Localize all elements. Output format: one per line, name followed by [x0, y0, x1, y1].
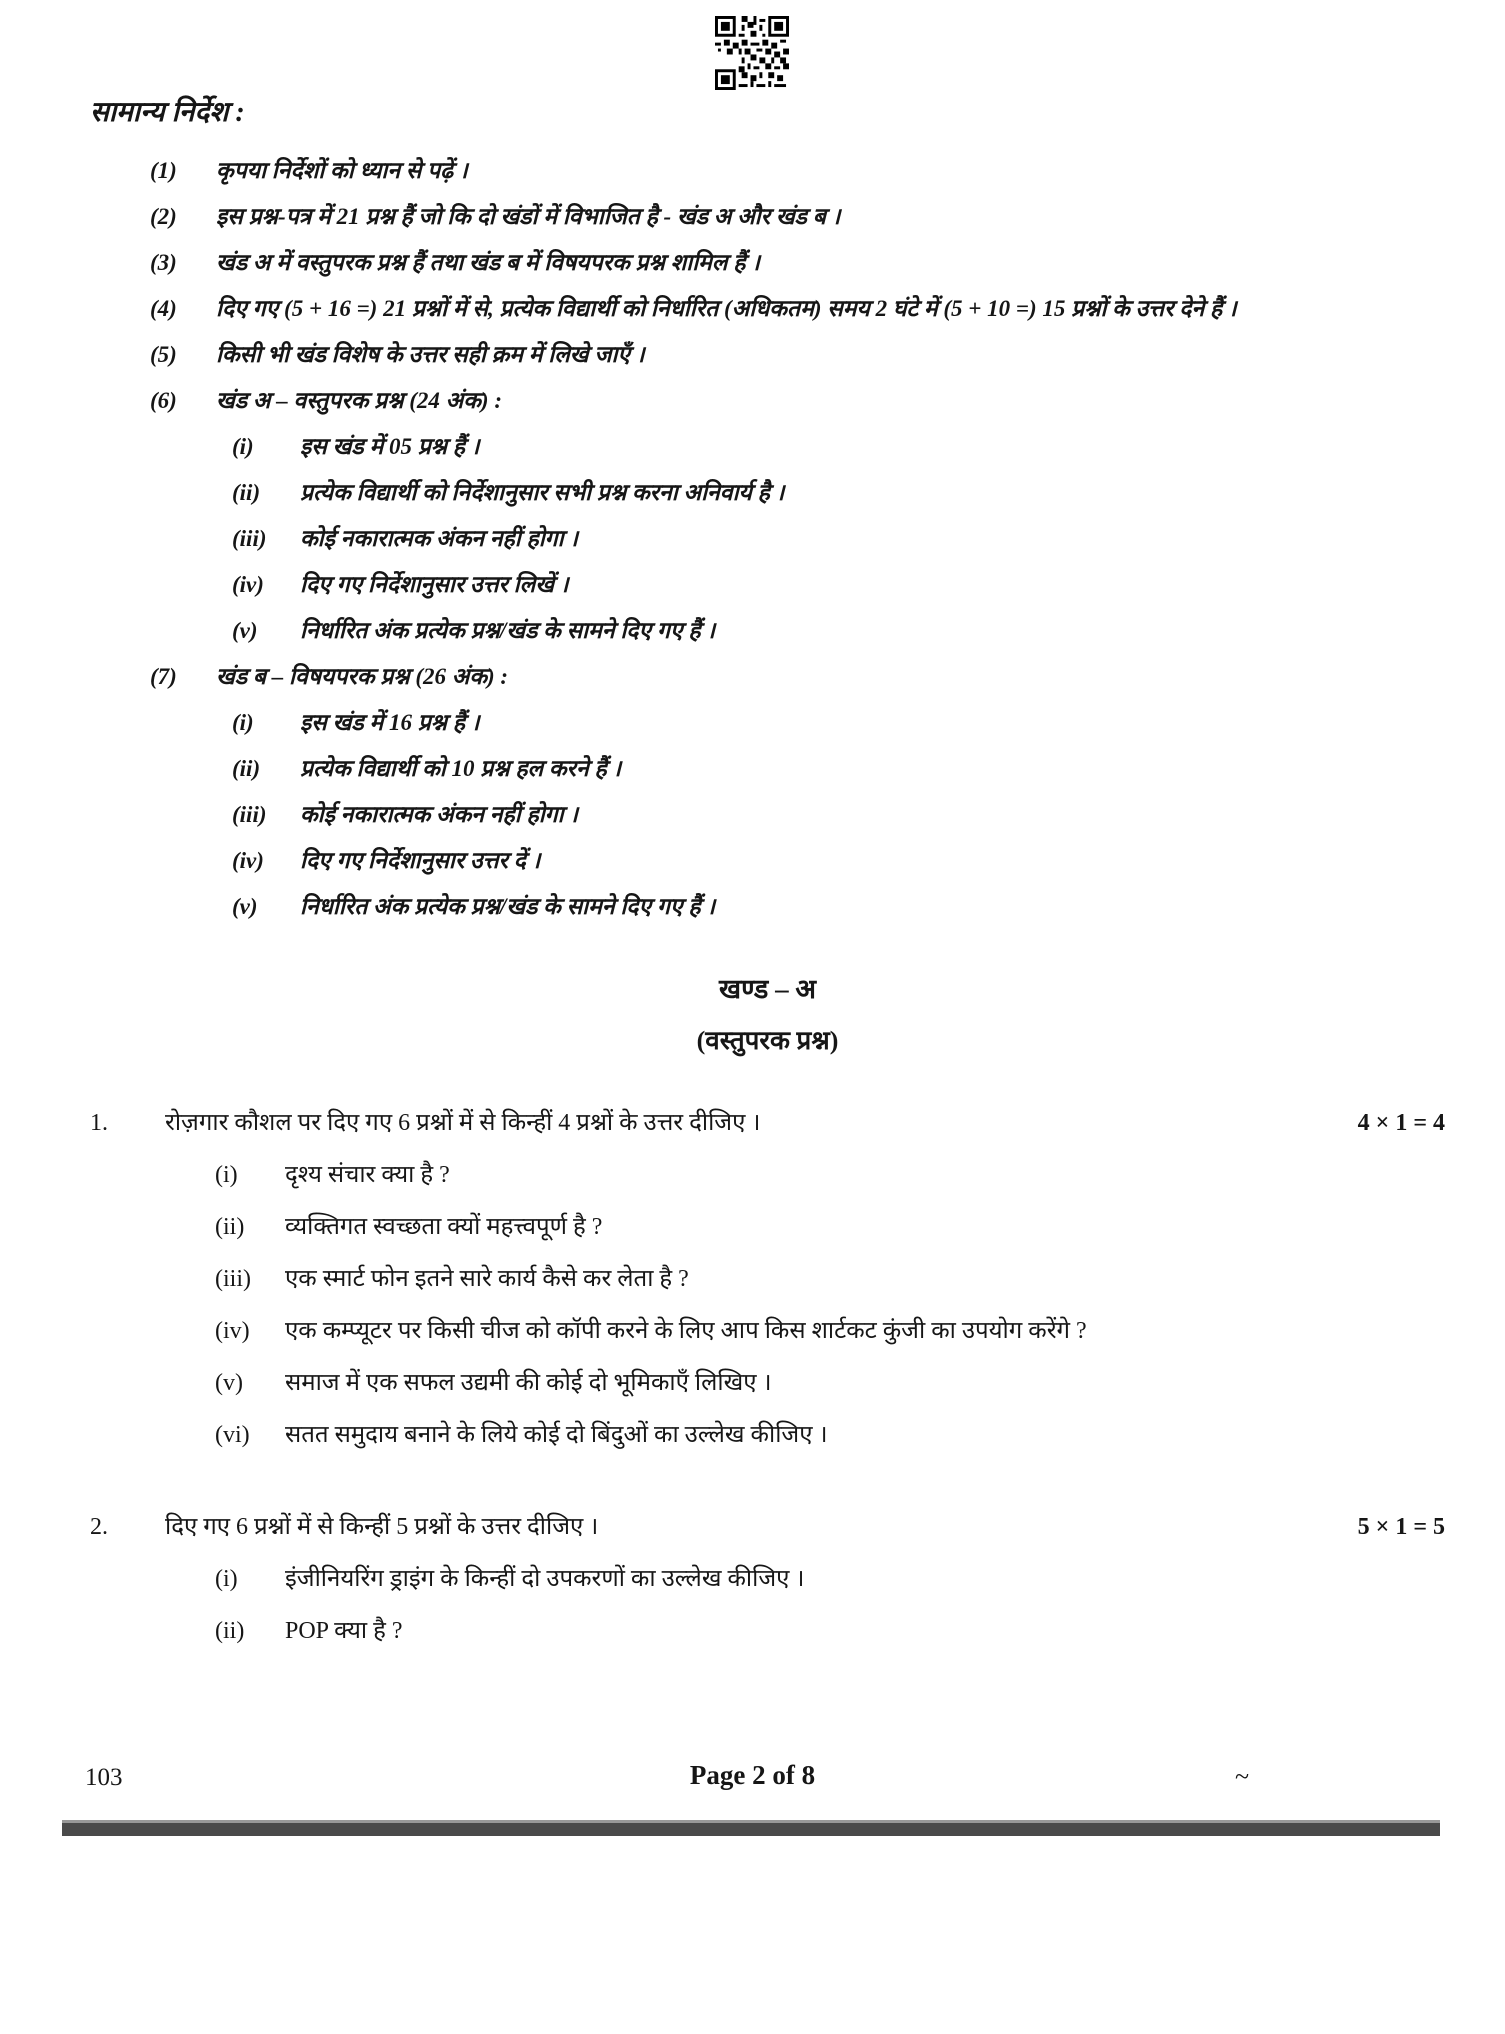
question-head — [90, 1512, 1445, 1542]
instruction-text: इस खंड में 05 प्रश्न हैं । — [300, 434, 480, 459]
instruction-text: इस खंड में 16 प्रश्न हैं । — [300, 710, 480, 735]
general-instructions-heading: सामान्य निर्देश : — [90, 97, 245, 128]
instruction-number: (2) — [150, 204, 177, 229]
instruction-number: (i) — [232, 710, 254, 735]
part-label: (iii) — [215, 1266, 251, 1292]
instruction-number: (ii) — [232, 480, 261, 505]
footer-divider-bar — [62, 1820, 1440, 1836]
question-number: 2. — [90, 1514, 108, 1540]
part-text: एक कम्प्यूटर पर किसी चीज को कॉपी करने के लिए आप किस शार्टकट कुंजी का उपयोग करेंगे ? — [285, 1318, 1087, 1344]
part-label: (ii) — [215, 1214, 245, 1240]
part-label: (v) — [215, 1370, 243, 1396]
instruction-sub-item — [90, 562, 1445, 608]
part-label: (ii) — [215, 1618, 245, 1644]
instruction-number: (7) — [150, 664, 177, 689]
instruction-sub-item — [90, 700, 1445, 746]
instruction-number: (6) — [150, 388, 177, 413]
qr-code-icon — [714, 16, 790, 90]
instruction-text: प्रत्येक विद्यार्थी को 10 प्रश्न हल करने हैं । — [300, 756, 622, 781]
question-part — [215, 1160, 1445, 1190]
page-number: Page 2 of 8 — [689, 1760, 816, 1790]
question-text: रोज़गार कौशल पर दिए गए 6 प्रश्नों में से किन्हीं 4 प्रश्नों के उत्तर दीजिए । — [165, 1110, 761, 1136]
instruction-number: (i) — [232, 434, 254, 459]
question-number: 1. — [90, 1110, 108, 1136]
instruction-number: (iv) — [232, 572, 264, 597]
part-label: (i) — [215, 1162, 238, 1188]
instruction-number: (ii) — [232, 756, 261, 781]
part-text: इंजीनियरिंग ड्राइंग के किन्हीं दो उपकरणों का उल्लेख कीजिए । — [285, 1566, 805, 1592]
instruction-number: (5) — [150, 342, 177, 367]
instruction-sub-item — [90, 792, 1445, 838]
question-part — [215, 1212, 1445, 1242]
question-part — [215, 1264, 1445, 1294]
instruction-text: कृपया निर्देशों को ध्यान से पढ़ें । — [216, 158, 468, 183]
instruction-number: (iii) — [232, 526, 267, 551]
instruction-number: (v) — [232, 894, 258, 919]
instruction-text: कोई नकारात्मक अंकन नहीं होगा । — [300, 802, 579, 827]
instruction-sub-item — [90, 516, 1445, 562]
instruction-item — [90, 148, 1445, 194]
instruction-text: इस प्रश्न-पत्र में 21 प्रश्न हैं जो कि दो खंडों में विभाजित है - खंड अ और खंड ब । — [216, 204, 841, 229]
question-part — [215, 1564, 1445, 1594]
paper-code: 103 — [85, 1764, 123, 1791]
page-footer — [60, 1760, 1445, 1800]
instruction-text: निर्धारित अंक प्रत्येक प्रश्न/खंड के सामने दिए गए हैं । — [300, 894, 716, 919]
instruction-text: खंड ब – विषयपरक प्रश्न (26 अंक) : — [216, 664, 509, 689]
question-2 — [90, 1512, 1445, 1646]
part-text: POP क्या है ? — [285, 1618, 403, 1644]
part-text: समाज में एक सफल उद्यमी की कोई दो भूमिकाएँ लिखिए । — [285, 1370, 772, 1396]
question-part — [215, 1316, 1445, 1346]
part-label: (i) — [215, 1566, 238, 1592]
question-part — [215, 1420, 1445, 1450]
instruction-number: (1) — [150, 158, 177, 183]
instruction-item — [90, 194, 1445, 240]
part-label: (vi) — [215, 1422, 250, 1448]
question-marks: 4 × 1 = 4 — [1357, 1110, 1445, 1136]
question-marks: 5 × 1 = 5 — [1357, 1514, 1445, 1540]
section-subtitle: (वस्तुपरक प्रश्न) — [696, 1026, 839, 1055]
instruction-item — [90, 286, 1445, 332]
instruction-text: दिए गए निर्देशानुसार उत्तर लिखें । — [300, 572, 569, 597]
instruction-sub-item — [90, 884, 1445, 930]
part-text: एक स्मार्ट फोन इतने सारे कार्य कैसे कर लेता है ? — [285, 1266, 689, 1292]
instruction-sub-item — [90, 838, 1445, 884]
instruction-number: (iii) — [232, 802, 267, 827]
part-text: व्यक्तिगत स्वच्छता क्यों महत्त्वपूर्ण है ? — [285, 1214, 603, 1240]
instruction-item — [90, 332, 1445, 378]
instruction-text: दिए गए निर्देशानुसार उत्तर दें । — [300, 848, 541, 873]
instruction-text: खंड अ – वस्तुपरक प्रश्न (24 अंक) : — [216, 388, 502, 413]
instruction-text: दिए गए (5 + 16 =) 21 प्रश्नों में से, प्रत्येक विद्यार्थी को निर्धारित (अधिकतम) समय 2 घंटे में (5 + 10 =) 15 प्रश्नों के उत्तर देने हैं । — [216, 296, 1237, 321]
instruction-item — [90, 654, 1445, 700]
question-part — [215, 1368, 1445, 1398]
section-title: खण्ड – अ — [719, 974, 816, 1004]
instruction-sub-item — [90, 746, 1445, 792]
instruction-text: प्रत्येक विद्यार्थी को निर्देशानुसार सभी प्रश्न करना अनिवार्य है । — [300, 480, 785, 505]
tilde-mark: ~ — [1235, 1762, 1250, 1791]
question-part — [215, 1616, 1445, 1646]
instruction-text: कोई नकारात्मक अंकन नहीं होगा । — [300, 526, 579, 551]
instruction-number: (3) — [150, 250, 177, 275]
instruction-number: (4) — [150, 296, 177, 321]
instruction-text: निर्धारित अंक प्रत्येक प्रश्न/खंड के सामने दिए गए हैं । — [300, 618, 716, 643]
part-text: सतत समुदाय बनाने के लिये कोई दो बिंदुओं का उल्लेख कीजिए । — [285, 1422, 828, 1448]
instruction-sub-item — [90, 470, 1445, 516]
instruction-number: (iv) — [232, 848, 264, 873]
question-text: दिए गए 6 प्रश्नों में से किन्हीं 5 प्रश्नों के उत्तर दीजिए । — [165, 1514, 599, 1540]
part-text: दृश्य संचार क्या है ? — [285, 1162, 450, 1188]
instruction-item — [90, 240, 1445, 286]
question-head — [90, 1108, 1445, 1138]
part-label: (iv) — [215, 1318, 250, 1344]
instruction-item — [90, 378, 1445, 424]
instruction-sub-item — [90, 608, 1445, 654]
instruction-text: खंड अ में वस्तुपरक प्रश्न हैं तथा खंड ब में विषयपरक प्रश्न शामिल हैं । — [216, 250, 760, 275]
instruction-text: किसी भी खंड विशेष के उत्तर सही क्रम में लिखे जाएँ । — [216, 342, 645, 367]
general-instructions-list — [90, 148, 1445, 930]
question-1 — [90, 1108, 1445, 1450]
instruction-sub-item — [90, 424, 1445, 470]
instruction-number: (v) — [232, 618, 258, 643]
